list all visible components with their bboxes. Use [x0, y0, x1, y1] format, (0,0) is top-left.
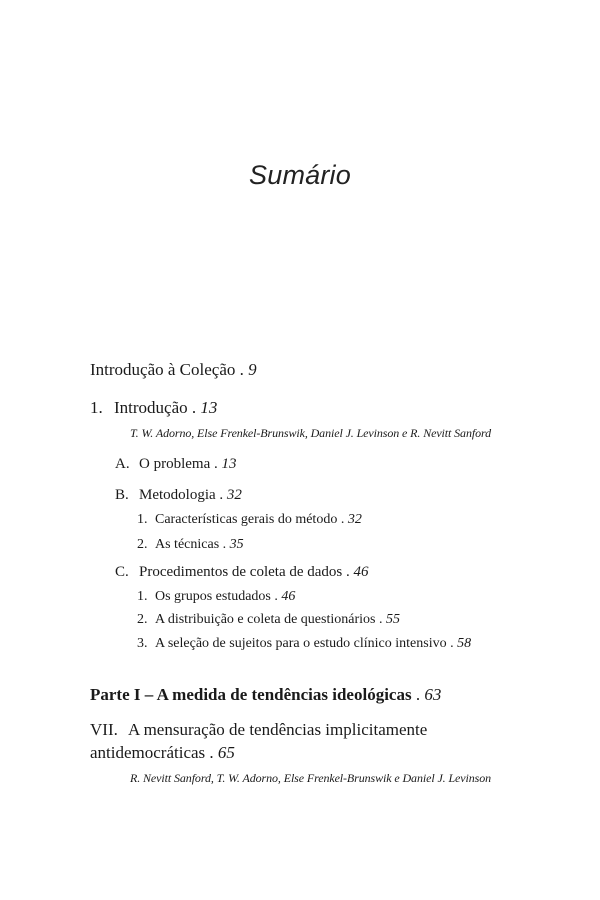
page-number: 13: [200, 398, 218, 417]
toc-entry-b-2[interactable]: 2. As técnicas . 35: [137, 537, 244, 552]
toc-entry-section-c[interactable]: C. Procedimentos de coleta de dados . 46: [115, 564, 369, 580]
entry-number: 1.: [137, 589, 148, 604]
toc-entry-c-3[interactable]: 3. A seleção de sujeitos para o estudo clínico intensivo . 58: [137, 636, 472, 651]
entry-number: 2.: [137, 537, 148, 552]
entry-label: Metodologia: [139, 487, 216, 503]
page-title: Sumário: [249, 160, 351, 190]
entry-number: C.: [115, 564, 129, 580]
entry-label: Características gerais do método: [155, 512, 338, 527]
page-number: 55: [385, 612, 400, 627]
entry-number: 1.: [90, 398, 103, 417]
page-number: 13: [221, 456, 237, 472]
entry-label: A seleção de sujeitos para o estudo clínico intensivo: [155, 636, 447, 651]
page-number: 63: [424, 685, 442, 704]
toc-entry-b-1[interactable]: 1. Características gerais do método . 32: [137, 512, 362, 527]
page-number: 46: [353, 564, 369, 580]
entry-label-cont: antidemocráticas: [90, 743, 206, 762]
entry-label: A mensuração de tendências implicitamente: [128, 720, 428, 739]
toc-entry-intro-colecao[interactable]: Introdução à Coleção . 9: [90, 360, 257, 379]
toc-entry-chapter-7[interactable]: [90, 720, 427, 740]
entry-label: Parte I – A medida de tendências ideológicas: [90, 685, 412, 704]
chapter-1-authors: T. W. Adorno, Else Frenkel-Brunswik, Daniel J. Levinson e R. Nevitt Sanford: [130, 426, 492, 440]
toc-entry-c-2[interactable]: 2. A distribuição e coleta de questionários . 55: [137, 612, 400, 627]
entry-number: A.: [115, 456, 130, 472]
page-number: 9: [248, 360, 257, 379]
entry-number: B.: [115, 487, 129, 503]
toc-entry-section-a[interactable]: A. O problema . 13: [115, 456, 237, 472]
entry-label: A distribuição e coleta de questionários: [155, 612, 376, 627]
page-number: 32: [226, 487, 242, 503]
page-number: 46: [281, 589, 296, 604]
page-number: 32: [347, 512, 362, 527]
entry-label: O problema: [139, 456, 211, 472]
entry-label: Introdução: [114, 398, 188, 417]
entry-label: Os grupos estudados: [155, 589, 271, 604]
entry-label: As técnicas: [155, 537, 220, 552]
page-number: 58: [457, 636, 472, 651]
entry-number: 3.: [137, 636, 148, 651]
chapter-7-authors: R. Nevitt Sanford, T. W. Adorno, Else Frenkel-Brunswik e Daniel J. Levinson: [130, 771, 492, 785]
toc-entry-c-1[interactable]: 1. Os grupos estudados . 46: [137, 589, 296, 604]
toc-entry-chapter-7-cont[interactable]: antidemocráticas . 65: [90, 743, 235, 762]
page-number: 65: [217, 743, 235, 762]
entry-number: 2.: [137, 612, 148, 627]
entry-number: 1.: [137, 512, 148, 527]
toc-entry-part-1[interactable]: Parte I – A medida de tendências ideológicas . 63: [90, 685, 442, 704]
entry-label: Introdução à Coleção: [90, 360, 236, 379]
toc-entry-chapter-1[interactable]: 1. Introdução . 13: [90, 398, 218, 417]
page-number: 35: [229, 537, 244, 552]
toc-entry-section-b[interactable]: B. Metodologia . 32: [115, 487, 242, 503]
entry-label: Procedimentos de coleta de dados: [139, 564, 343, 580]
entry-number: VII.: [90, 720, 118, 739]
